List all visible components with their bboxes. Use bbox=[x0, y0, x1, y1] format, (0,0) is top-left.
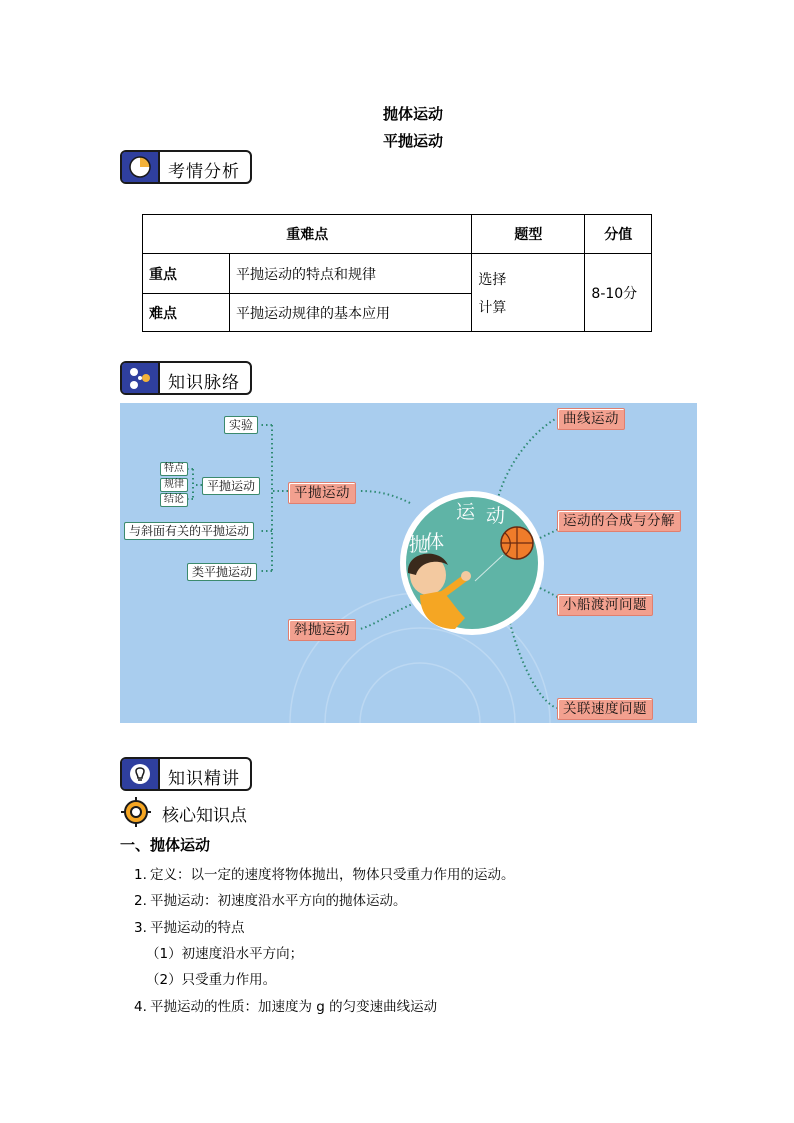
leaf-horizontal-projectile: 平抛运动 bbox=[202, 477, 260, 495]
page-title: 抛体运动 bbox=[382, 105, 443, 123]
table-row-content: 平抛运动的特点和规律 bbox=[230, 254, 472, 294]
list-item-text: （2）只受重力作用。 bbox=[146, 972, 277, 988]
table-type-cell bbox=[472, 254, 585, 332]
table-row-label: 重点 bbox=[143, 254, 230, 294]
list-item-number: 1. bbox=[134, 867, 147, 883]
section-analysis-header bbox=[120, 150, 252, 184]
target-icon bbox=[120, 796, 152, 828]
center-char: 运 bbox=[456, 501, 476, 523]
center-char: 动 bbox=[486, 505, 506, 527]
section-lecture-label: 知识精讲 bbox=[168, 769, 240, 789]
list-item bbox=[134, 916, 245, 936]
section-context-header bbox=[120, 361, 252, 395]
leaf-incline-projectile: 与斜面有关的平抛运动 bbox=[124, 522, 254, 540]
branch-related-velocity: 关联速度问题 bbox=[557, 698, 653, 720]
table-header-key: 重难点 bbox=[143, 215, 472, 254]
table-row-content: 平抛运动规律的基本应用 bbox=[230, 294, 472, 332]
network-icon bbox=[122, 363, 160, 393]
list-item bbox=[134, 889, 407, 909]
center-char: 体 bbox=[425, 531, 445, 553]
list-item bbox=[146, 968, 276, 988]
list-item-text: 平抛运动：初速度沿水平方向的抛体运动。 bbox=[150, 893, 407, 909]
list-item-number: 3. bbox=[134, 920, 147, 936]
section-lecture-header bbox=[120, 757, 252, 791]
list-item-number: 2. bbox=[134, 893, 147, 909]
branch-horizontal-projectile: 平抛运动 bbox=[288, 482, 356, 504]
table-score-cell: 8-10分 bbox=[585, 254, 652, 332]
pie-chart-icon bbox=[122, 152, 160, 182]
list-item-text: 平抛运动的特点 bbox=[150, 920, 245, 936]
leaf-feature: 特点 bbox=[160, 462, 188, 476]
section-context-label: 知识脉络 bbox=[168, 373, 240, 393]
leaf-law: 规律 bbox=[160, 478, 188, 492]
list-item bbox=[134, 863, 515, 883]
section-analysis-label: 考情分析 bbox=[168, 162, 240, 182]
table-header-type: 题型 bbox=[472, 215, 585, 254]
list-item bbox=[134, 995, 437, 1015]
list-item bbox=[146, 942, 303, 962]
center-char-first: 抛 bbox=[409, 534, 429, 556]
table-row-label: 难点 bbox=[143, 294, 230, 332]
list-item-text: 平抛运动的性质：加速度为 g 的匀变速曲线运动 bbox=[150, 999, 438, 1015]
leaf-conclusion: 结论 bbox=[160, 493, 188, 507]
table-header-score: 分值 bbox=[585, 215, 652, 254]
table-type-line: 计算 bbox=[478, 299, 507, 316]
leaf-quasi-projectile: 类平抛运动 bbox=[187, 563, 257, 581]
content-section-title: 一、抛体运动 bbox=[120, 836, 211, 854]
branch-boat-crossing: 小船渡河问题 bbox=[557, 594, 653, 616]
branch-composition: 运动的合成与分解 bbox=[557, 510, 681, 532]
branch-curve-motion: 曲线运动 bbox=[557, 408, 625, 430]
branch-oblique-projectile: 斜抛运动 bbox=[288, 619, 356, 641]
mind-map bbox=[120, 403, 697, 723]
list-item-text: 定义：以一定的速度将物体抛出，物体只受重力作用的运动。 bbox=[150, 867, 515, 883]
lightbulb-icon bbox=[122, 759, 160, 789]
list-item-text: （1）初速度沿水平方向； bbox=[146, 946, 304, 962]
analysis-table bbox=[142, 214, 652, 332]
page-subtitle: 平抛运动 bbox=[382, 132, 443, 150]
core-heading: 核心知识点 bbox=[162, 806, 247, 826]
leaf-experiment: 实验 bbox=[224, 416, 258, 434]
table-type-line: 选择 bbox=[478, 271, 507, 288]
list-item-number: 4. bbox=[134, 999, 147, 1015]
